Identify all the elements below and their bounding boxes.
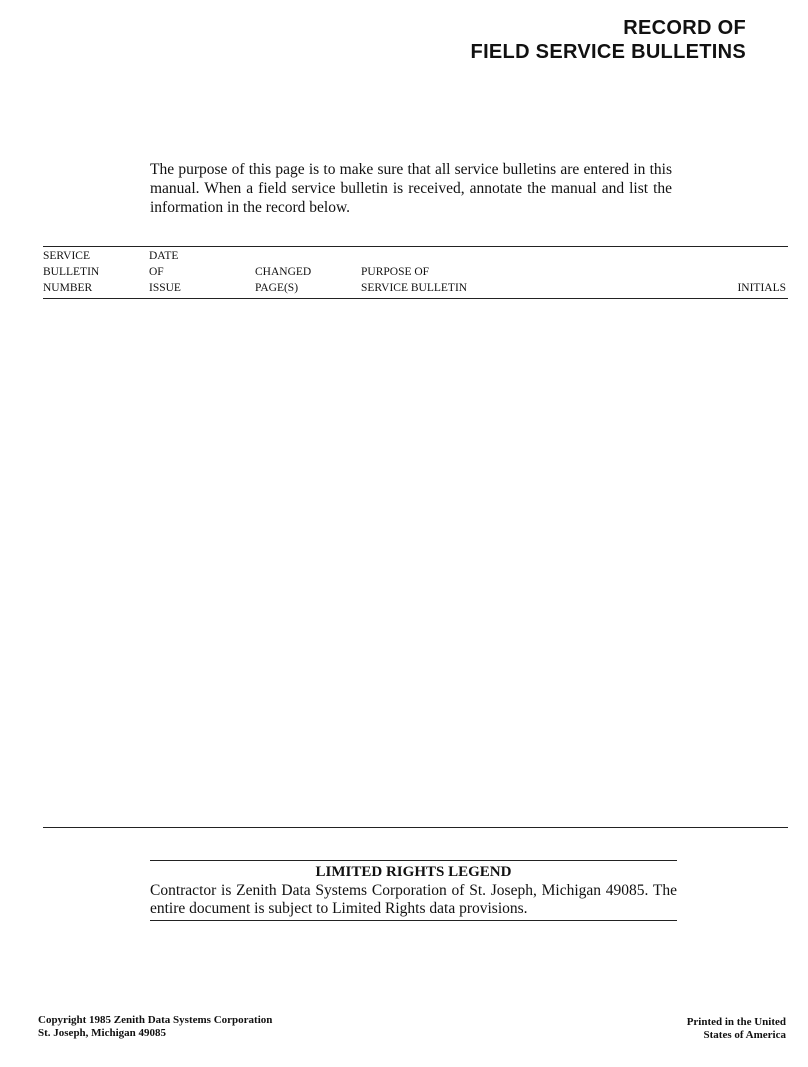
column-header-line: BULLETIN [43,266,100,278]
copyright-line: Copyright 1985 Zenith Data Systems Corporation [38,1014,273,1026]
column-header-line: DATE [149,250,179,262]
printed-in-line: States of America [703,1029,786,1041]
printed-in-notice [687,1016,786,1042]
column-header-line: OF [149,266,164,278]
limited-rights-legend [150,860,677,921]
page-title [471,16,746,64]
copyright-notice [38,1014,272,1040]
record-table [43,246,788,828]
page-title-line-1: RECORD OF [623,17,746,39]
legend-body: Contractor is Zenith Data Systems Corporation of St. Joseph, Michigan 49085. The entire document is subject to Limited Rights data provisions. [150,882,677,917]
column-header-line: SERVICE [43,250,90,262]
column-header-line: INITIALS [737,282,786,294]
column-header-changed-pages [255,264,311,296]
column-header-line: SERVICE BULLETIN [361,282,468,294]
column-header-line: CHANGED [255,266,312,278]
column-header-line: PAGE(S) [255,282,299,294]
column-header-initials [737,280,786,296]
column-header-bulletin-number [43,248,99,296]
column-header-line: NUMBER [43,282,93,294]
column-header-line: ISSUE [149,282,181,294]
page-title-line-2: FIELD SERVICE BULLETINS [470,41,746,63]
copyright-address-line: St. Joseph, Michigan 49085 [38,1027,167,1039]
record-table-header [43,247,788,299]
legend-title: LIMITED RIGHTS LEGEND [315,864,512,880]
printed-in-line: Printed in the United [686,1016,786,1028]
column-header-purpose [361,264,467,296]
column-header-date-of-issue [149,248,181,296]
column-header-line: PURPOSE OF [361,266,430,278]
intro-paragraph: The purpose of this page is to make sure that all service bulletins are entered in this manual. When a field service bulletin is received, annotate the manual and list the information in the record below. [150,161,672,216]
